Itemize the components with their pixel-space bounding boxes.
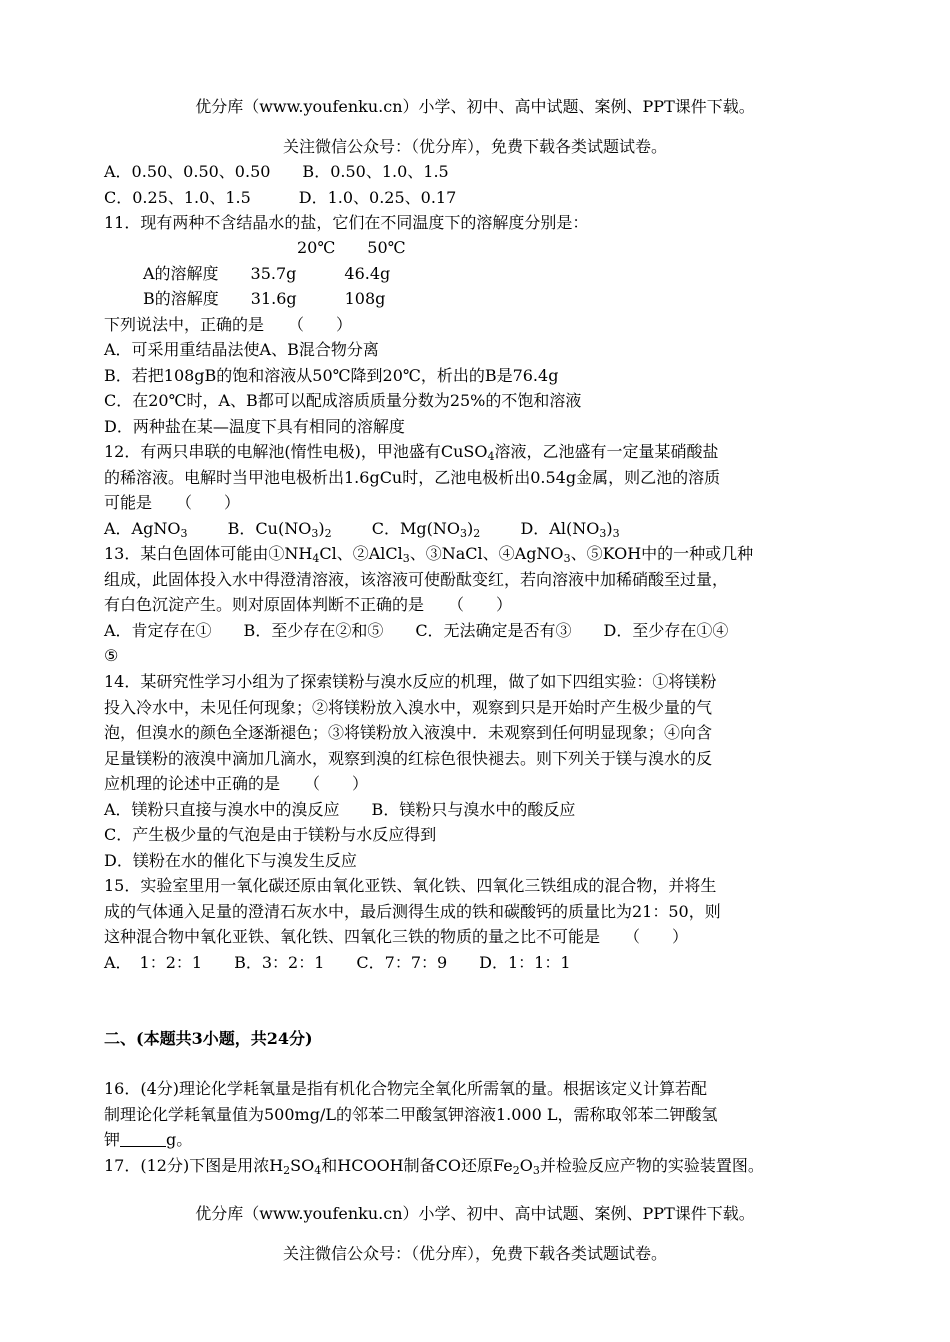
section-2-title: 二、(本题共3小题，共24分): [104, 1029, 313, 1048]
footer-line-2: 关注微信公众号：（优分库），免费下载各类试题试卷。: [282, 1244, 667, 1263]
q12-option-c: [372, 519, 480, 538]
q11-row-a: A的溶解度 35.7g 46.4g: [143, 264, 391, 283]
q12-line-1: [104, 441, 719, 468]
q16-line-3-text-b: g。: [166, 1130, 193, 1149]
q12-option-d-sub2: 3: [612, 527, 620, 540]
q14-line-4: 足量镁粉的液溴中滴加几滴水，观察到溴的红棕色很快褪去。则下列关于镁与溴水的反: [104, 749, 713, 768]
q11-option-b: B．若把108gB的饱和溶液从50℃降到20℃，析出的B是76.4g: [104, 366, 559, 385]
q13-line-1: [104, 543, 753, 570]
q12-option-d: [520, 519, 619, 538]
q12-option-b-text: B．Cu(NO: [227, 519, 312, 538]
q13-line-1-text-b: Cl、②AlCl: [319, 544, 403, 563]
q17-line-1-text-e: 并检验反应产物的实验装置图。: [539, 1156, 764, 1175]
q12-line-1-text-a: 12．有两只串联的电解池(惰性电极)，甲池盛有CuSO: [104, 442, 488, 461]
q12-option-c-sub2: 2: [473, 527, 481, 540]
q11-option-a: A．可采用重结晶法使A、B混合物分离: [104, 340, 379, 359]
q13-line-1-text-a: 13．某白色固体可能由①NH: [104, 544, 313, 563]
q12-option-d-sub1: 3: [599, 527, 607, 540]
q15-line-2: 成的气体通入足量的澄清石灰水中，最后测得生成的铁和碳酸钙的质量比为21：50，则: [104, 902, 721, 921]
q12-line-3: 可能是 （ ）: [104, 493, 241, 512]
q12-option-d-text: D．Al(NO: [520, 519, 600, 538]
q14-line-5: 应机理的论述中正确的是 （ ）: [104, 774, 369, 793]
q13-line-1-sub1: 4: [312, 552, 320, 565]
q15-line-1: 15．实验室里用一氧化碳还原由氧化亚铁、氧化铁、四氧化三铁组成的混合物，并将生: [104, 876, 717, 895]
q12-option-a-text: A．AgNO: [104, 519, 181, 538]
q12-option-c-sub1: 3: [460, 527, 468, 540]
q12-line-1-subscript: 4: [487, 450, 495, 463]
q12-option-c-paren: ): [467, 519, 474, 538]
q14-line-3: 泡，但溴水的颜色全逐渐褪色；③将镁粉放入液溴中．未观察到任何明显现象；④向含: [104, 723, 713, 742]
q11-temperature-header: 20℃ 50℃: [297, 238, 406, 257]
q17-line-1-text-b: SO: [290, 1156, 315, 1175]
q13-line-1-text-d: 、⑤KOH中的一种或几种: [570, 544, 754, 563]
header-line-1: 优分库（www.youfenku.cn）小学、初中、高中试题、案例、PPT课件下载。: [195, 97, 755, 116]
q13-line-3: 有白色沉淀产生。则对原固体判断不正确的是 （ ）: [104, 595, 513, 614]
q12-option-c-text: C．Mg(NO: [371, 519, 461, 538]
q17-line-1-text-c: 和HCOOH制备CO还原Fe: [321, 1156, 513, 1175]
q14-options-ab: A．镁粉只直接与溴水中的溴反应 B．镁粉只与溴水中的酸反应: [104, 800, 576, 819]
q13-line-1-sub2: 3: [402, 552, 410, 565]
q10-options-ab: A．0.50、0.50、0.50 B．0.50、1.0、1.5: [104, 162, 449, 181]
q17-line-1: [104, 1155, 764, 1182]
header-line-2: 关注微信公众号：（优分库），免费下载各类试题试卷。: [282, 137, 667, 156]
q16-line-2: 制理论化学耗氧量值为500mg/L的邻苯二甲酸氢钾溶液1.000 L，需称取邻苯二钾酸氢: [104, 1105, 718, 1124]
q15-options: A． 1：2：1 B．3：2：1 C．7：7：9 D．1：1：1: [104, 953, 571, 972]
q13-line-2: 组成，此固体投入水中得澄清溶液，该溶液可使酚酞变红，若向溶液中加稀硝酸至过量，: [104, 570, 729, 589]
q11-stem: 11．现有两种不含结晶水的盐，它们在不同温度下的溶解度分别是：: [104, 213, 589, 232]
q17-line-1-text-a: 17．(12分)下图是用浓H: [104, 1156, 284, 1175]
q14-line-2: 投入冷水中，未见任何现象；②将镁粉放入溴水中，观察到只是开始时产生极少量的气: [104, 698, 713, 717]
q13-options-continued: ⑤: [104, 646, 119, 665]
q17-line-1-text-d: O: [519, 1156, 533, 1175]
q11-question: 下列说法中，正确的是 （ ）: [104, 315, 353, 334]
q12-options: [104, 518, 620, 545]
q14-line-1: 14．某研究性学习小组为了探索镁粉与溴水反应的机理，做了如下四组实验：①将镁粉: [104, 672, 717, 691]
q16-answer-blank: [120, 1132, 166, 1147]
q12-option-b-sub2: 2: [324, 527, 332, 540]
q13-options: A．肯定存在① B．至少存在②和⑤ C．无法确定是否有③ D．至少存在①④: [104, 621, 729, 640]
q16-line-1: 16．(4分)理论化学耗氧量是指有机化合物完全氧化所需氧的量。根据该定义计算若配: [104, 1079, 708, 1098]
q16-line-3: [104, 1129, 192, 1151]
q14-option-c: C．产生极少量的气泡是由于镁粉与水反应得到: [104, 825, 437, 844]
q13-line-1-text-c: 、③NaCl、④AgNO: [409, 544, 564, 563]
q17-line-1-sub4: 3: [532, 1164, 540, 1177]
q14-option-d: D．镁粉在水的催化下与溴发生反应: [104, 851, 357, 870]
footer-line-1: 优分库（www.youfenku.cn）小学、初中、高中试题、案例、PPT课件下载。: [195, 1204, 755, 1223]
q11-row-b: B的溶解度 31.6g 108g: [143, 289, 386, 308]
q11-option-d: D．两种盐在某—温度下具有相同的溶解度: [104, 417, 405, 436]
q17-line-1-sub2: 4: [314, 1164, 322, 1177]
q12-option-b: [228, 519, 332, 538]
q15-line-3: 这种混合物中氧化亚铁、氧化铁、四氧化三铁的物质的量之比不可能是 （ ）: [104, 927, 689, 946]
q10-options-cd: C．0.25、1.0、1.5 D．1.0、0.25、0.17: [104, 188, 457, 207]
q12-line-1-text-b: 溶液，乙池盛有一定量某硝酸盐: [494, 442, 719, 461]
q13-line-1-sub3: 3: [563, 552, 571, 565]
q16-line-3-text-a: 钾: [104, 1130, 121, 1149]
q12-option-a-sub: 3: [180, 527, 188, 540]
q17-line-1-sub3: 2: [512, 1164, 520, 1177]
q12-option-b-sub1: 3: [311, 527, 319, 540]
q12-option-a: [104, 519, 187, 538]
q11-option-c: C．在20℃时，A、B都可以配成溶质质量分数为25%的不饱和溶液: [104, 391, 582, 410]
q12-option-d-paren: ): [606, 519, 613, 538]
q12-option-b-paren: ): [318, 519, 325, 538]
q17-line-1-sub1: 2: [283, 1164, 291, 1177]
q12-line-2: 的稀溶液。电解时当甲池电极析出1.6gCu时，乙池电极析出0.54g金属，则乙池的溶质: [104, 468, 721, 487]
